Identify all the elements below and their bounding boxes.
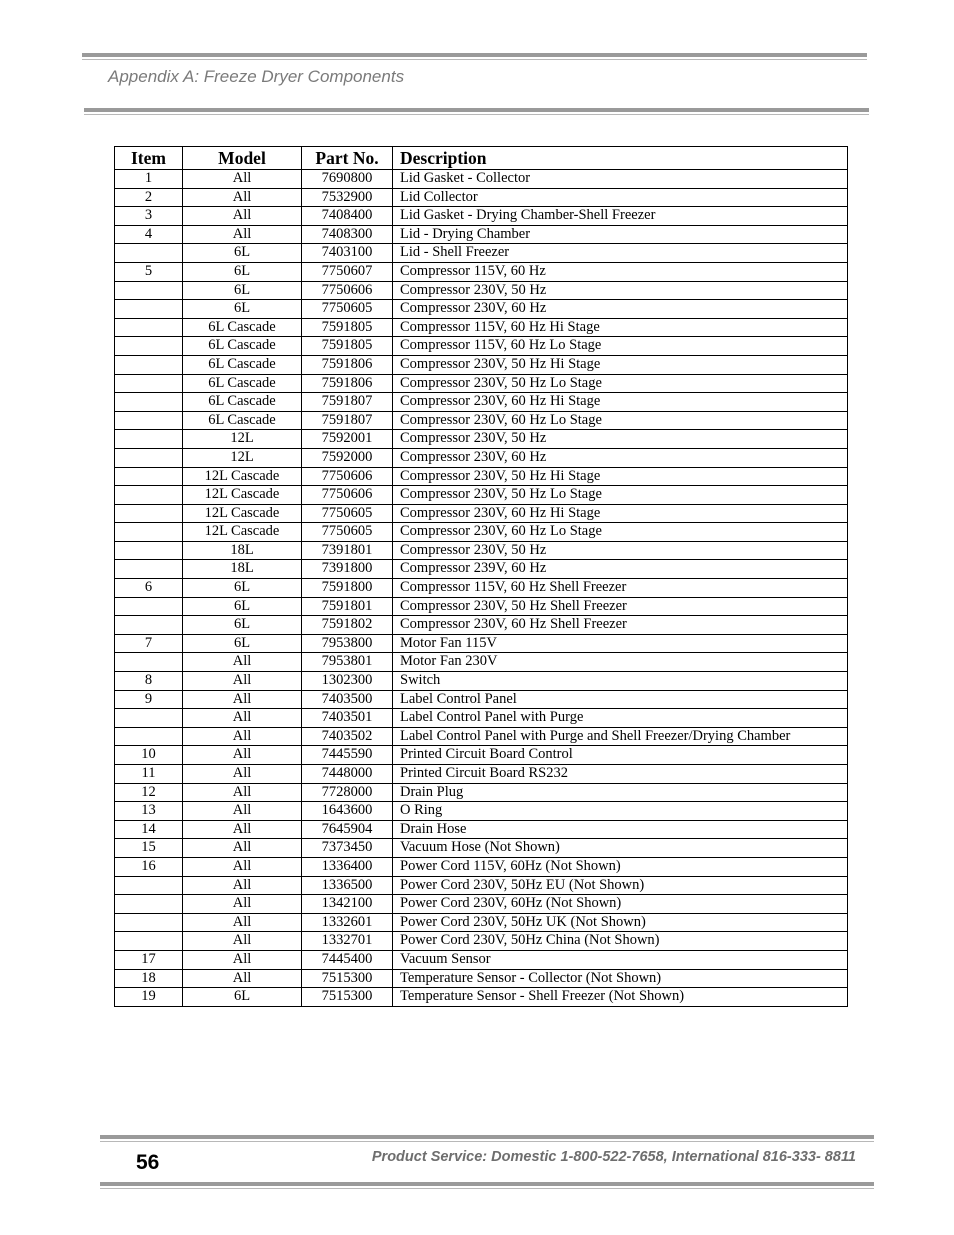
parts-table bbox=[114, 146, 848, 1007]
part-no-cell: 1302300 bbox=[302, 672, 393, 691]
model-cell: 12L bbox=[183, 448, 302, 467]
model-cell: All bbox=[183, 876, 302, 895]
footer-bottom-rule bbox=[100, 1182, 874, 1189]
part-no-cell: 7750606 bbox=[302, 281, 393, 300]
page-header-title: Appendix A: Freeze Dryer Components bbox=[108, 67, 405, 86]
page-number: 56 bbox=[136, 1151, 160, 1174]
table-row bbox=[115, 820, 848, 839]
model-cell: 6L bbox=[183, 634, 302, 653]
table-row bbox=[115, 839, 848, 858]
column-header-item: Item bbox=[115, 147, 183, 170]
model-cell: All bbox=[183, 913, 302, 932]
part-no-cell: 7750606 bbox=[302, 486, 393, 505]
table-header-row bbox=[115, 147, 848, 170]
table-row bbox=[115, 913, 848, 932]
part-no-cell: 7750605 bbox=[302, 504, 393, 523]
table-row bbox=[115, 988, 848, 1007]
part-no-cell: 7591807 bbox=[302, 393, 393, 412]
description-cell: Compressor 230V, 60 Hz Hi Stage bbox=[393, 504, 848, 523]
part-no-cell: 7532900 bbox=[302, 188, 393, 207]
table-row bbox=[115, 895, 848, 914]
item-cell: 12 bbox=[115, 783, 183, 802]
description-cell: O Ring bbox=[393, 802, 848, 821]
model-cell: All bbox=[183, 653, 302, 672]
part-no-cell: 7403500 bbox=[302, 690, 393, 709]
model-cell: All bbox=[183, 672, 302, 691]
part-no-cell: 7750607 bbox=[302, 262, 393, 281]
model-cell: 6L Cascade bbox=[183, 374, 302, 393]
item-cell bbox=[115, 913, 183, 932]
model-cell: All bbox=[183, 765, 302, 784]
item-cell bbox=[115, 244, 183, 263]
part-no-cell: 1336400 bbox=[302, 857, 393, 876]
model-cell: 12L Cascade bbox=[183, 504, 302, 523]
table-row bbox=[115, 560, 848, 579]
item-cell: 2 bbox=[115, 188, 183, 207]
table-row bbox=[115, 523, 848, 542]
description-cell: Switch bbox=[393, 672, 848, 691]
model-cell: All bbox=[183, 932, 302, 951]
description-cell: Drain Plug bbox=[393, 783, 848, 802]
item-cell bbox=[115, 448, 183, 467]
item-cell bbox=[115, 616, 183, 635]
description-cell: Temperature Sensor - Shell Freezer (Not Shown) bbox=[393, 988, 848, 1007]
table-row bbox=[115, 411, 848, 430]
model-cell: 6L bbox=[183, 597, 302, 616]
table-row bbox=[115, 969, 848, 988]
part-no-cell: 7445400 bbox=[302, 950, 393, 969]
model-cell: All bbox=[183, 802, 302, 821]
model-cell: 6L Cascade bbox=[183, 318, 302, 337]
model-cell: All bbox=[183, 727, 302, 746]
part-no-cell: 7953801 bbox=[302, 653, 393, 672]
model-cell: 12L Cascade bbox=[183, 467, 302, 486]
item-cell bbox=[115, 430, 183, 449]
table-row bbox=[115, 950, 848, 969]
item-cell bbox=[115, 355, 183, 374]
table-row bbox=[115, 430, 848, 449]
part-no-cell: 7403501 bbox=[302, 709, 393, 728]
description-cell: Power Cord 230V, 50Hz UK (Not Shown) bbox=[393, 913, 848, 932]
part-no-cell: 7728000 bbox=[302, 783, 393, 802]
table-row bbox=[115, 634, 848, 653]
item-cell bbox=[115, 393, 183, 412]
table-row bbox=[115, 225, 848, 244]
part-no-cell: 7448000 bbox=[302, 765, 393, 784]
model-cell: All bbox=[183, 857, 302, 876]
description-cell: Compressor 115V, 60 Hz Shell Freezer bbox=[393, 579, 848, 598]
model-cell: All bbox=[183, 746, 302, 765]
table-row bbox=[115, 207, 848, 226]
part-no-cell: 7408400 bbox=[302, 207, 393, 226]
table-row bbox=[115, 727, 848, 746]
table-row bbox=[115, 393, 848, 412]
description-cell: Label Control Panel bbox=[393, 690, 848, 709]
description-cell: Printed Circuit Board Control bbox=[393, 746, 848, 765]
part-no-cell: 7750606 bbox=[302, 467, 393, 486]
item-cell: 1 bbox=[115, 170, 183, 189]
part-no-cell: 7750605 bbox=[302, 523, 393, 542]
description-cell: Compressor 230V, 60 Hz Lo Stage bbox=[393, 411, 848, 430]
header-top-rule bbox=[82, 53, 867, 60]
part-no-cell: 7403100 bbox=[302, 244, 393, 263]
table-row bbox=[115, 541, 848, 560]
table-row bbox=[115, 579, 848, 598]
item-cell bbox=[115, 541, 183, 560]
description-cell: Compressor 230V, 50 Hz bbox=[393, 281, 848, 300]
model-cell: All bbox=[183, 895, 302, 914]
model-cell: All bbox=[183, 188, 302, 207]
description-cell: Compressor 230V, 60 Hz bbox=[393, 300, 848, 319]
description-cell: Lid - Shell Freezer bbox=[393, 244, 848, 263]
item-cell bbox=[115, 895, 183, 914]
item-cell: 19 bbox=[115, 988, 183, 1007]
part-no-cell: 7373450 bbox=[302, 839, 393, 858]
part-no-cell: 1332601 bbox=[302, 913, 393, 932]
model-cell: 6L bbox=[183, 262, 302, 281]
table-row bbox=[115, 188, 848, 207]
part-no-cell: 7403502 bbox=[302, 727, 393, 746]
model-cell: 6L bbox=[183, 579, 302, 598]
part-no-cell: 7445590 bbox=[302, 746, 393, 765]
item-cell: 17 bbox=[115, 950, 183, 969]
table-row bbox=[115, 244, 848, 263]
model-cell: 6L Cascade bbox=[183, 355, 302, 374]
item-cell: 18 bbox=[115, 969, 183, 988]
table-row bbox=[115, 653, 848, 672]
description-cell: Temperature Sensor - Collector (Not Shown) bbox=[393, 969, 848, 988]
description-cell: Motor Fan 115V bbox=[393, 634, 848, 653]
description-cell: Compressor 230V, 60 Hz Lo Stage bbox=[393, 523, 848, 542]
description-cell: Label Control Panel with Purge and Shell Freezer/Drying Chamber bbox=[393, 727, 848, 746]
table-row bbox=[115, 709, 848, 728]
item-cell bbox=[115, 876, 183, 895]
description-cell: Vacuum Sensor bbox=[393, 950, 848, 969]
model-cell: 6L bbox=[183, 244, 302, 263]
footer-contact-text: Product Service: Domestic 1-800-522-7658, International 816-333- 8811 bbox=[371, 1149, 856, 1165]
description-cell: Printed Circuit Board RS232 bbox=[393, 765, 848, 784]
description-cell: Compressor 230V, 50 Hz Shell Freezer bbox=[393, 597, 848, 616]
description-cell: Compressor 230V, 60 Hz bbox=[393, 448, 848, 467]
table-row bbox=[115, 690, 848, 709]
description-cell: Compressor 230V, 50 Hz bbox=[393, 541, 848, 560]
model-cell: All bbox=[183, 709, 302, 728]
table-row bbox=[115, 672, 848, 691]
item-cell: 3 bbox=[115, 207, 183, 226]
description-cell: Compressor 230V, 50 Hz Hi Stage bbox=[393, 467, 848, 486]
description-cell: Compressor 230V, 50 Hz bbox=[393, 430, 848, 449]
part-no-cell: 7391800 bbox=[302, 560, 393, 579]
table-row bbox=[115, 262, 848, 281]
description-cell: Compressor 115V, 60 Hz bbox=[393, 262, 848, 281]
item-cell: 15 bbox=[115, 839, 183, 858]
table-row bbox=[115, 932, 848, 951]
description-cell: Vacuum Hose (Not Shown) bbox=[393, 839, 848, 858]
model-cell: 6L Cascade bbox=[183, 337, 302, 356]
footer-top-rule bbox=[100, 1135, 874, 1142]
part-no-cell: 7391801 bbox=[302, 541, 393, 560]
description-cell: Power Cord 230V, 50Hz China (Not Shown) bbox=[393, 932, 848, 951]
table-row bbox=[115, 448, 848, 467]
table-row bbox=[115, 318, 848, 337]
model-cell: 18L bbox=[183, 541, 302, 560]
model-cell: 6L bbox=[183, 988, 302, 1007]
item-cell: 5 bbox=[115, 262, 183, 281]
table-row bbox=[115, 170, 848, 189]
column-header-part-no: Part No. bbox=[302, 147, 393, 170]
part-no-cell: 7690800 bbox=[302, 170, 393, 189]
item-cell bbox=[115, 281, 183, 300]
description-cell: Compressor 230V, 60 Hz Hi Stage bbox=[393, 393, 848, 412]
part-no-cell: 7591805 bbox=[302, 337, 393, 356]
part-no-cell: 7591805 bbox=[302, 318, 393, 337]
item-cell: 6 bbox=[115, 579, 183, 598]
description-cell: Power Cord 230V, 60Hz (Not Shown) bbox=[393, 895, 848, 914]
part-no-cell: 7591802 bbox=[302, 616, 393, 635]
item-cell bbox=[115, 486, 183, 505]
part-no-cell: 1336500 bbox=[302, 876, 393, 895]
description-cell: Compressor 230V, 50 Hz Lo Stage bbox=[393, 486, 848, 505]
item-cell bbox=[115, 653, 183, 672]
item-cell: 8 bbox=[115, 672, 183, 691]
table-row bbox=[115, 802, 848, 821]
table-row bbox=[115, 504, 848, 523]
model-cell: All bbox=[183, 969, 302, 988]
model-cell: 6L Cascade bbox=[183, 393, 302, 412]
item-cell bbox=[115, 467, 183, 486]
item-cell bbox=[115, 523, 183, 542]
description-cell: Lid Gasket - Collector bbox=[393, 170, 848, 189]
model-cell: All bbox=[183, 690, 302, 709]
part-no-cell: 1643600 bbox=[302, 802, 393, 821]
table-row bbox=[115, 337, 848, 356]
table-row bbox=[115, 765, 848, 784]
part-no-cell: 7592000 bbox=[302, 448, 393, 467]
model-cell: All bbox=[183, 170, 302, 189]
description-cell: Drain Hose bbox=[393, 820, 848, 839]
model-cell: 6L bbox=[183, 281, 302, 300]
description-cell: Lid Collector bbox=[393, 188, 848, 207]
item-cell bbox=[115, 597, 183, 616]
table-row bbox=[115, 467, 848, 486]
item-cell: 7 bbox=[115, 634, 183, 653]
item-cell: 16 bbox=[115, 857, 183, 876]
item-cell bbox=[115, 411, 183, 430]
model-cell: All bbox=[183, 783, 302, 802]
column-header-description: Description bbox=[393, 147, 848, 170]
part-no-cell: 7591806 bbox=[302, 355, 393, 374]
part-no-cell: 7591807 bbox=[302, 411, 393, 430]
model-cell: All bbox=[183, 950, 302, 969]
description-cell: Power Cord 230V, 50Hz EU (Not Shown) bbox=[393, 876, 848, 895]
description-cell: Compressor 115V, 60 Hz Lo Stage bbox=[393, 337, 848, 356]
item-cell bbox=[115, 709, 183, 728]
model-cell: All bbox=[183, 207, 302, 226]
table-row bbox=[115, 857, 848, 876]
part-no-cell: 7408300 bbox=[302, 225, 393, 244]
table-row bbox=[115, 300, 848, 319]
part-no-cell: 7953800 bbox=[302, 634, 393, 653]
item-cell bbox=[115, 318, 183, 337]
description-cell: Lid Gasket - Drying Chamber-Shell Freezer bbox=[393, 207, 848, 226]
item-cell bbox=[115, 374, 183, 393]
model-cell: 18L bbox=[183, 560, 302, 579]
part-no-cell: 7645904 bbox=[302, 820, 393, 839]
item-cell: 13 bbox=[115, 802, 183, 821]
part-no-cell: 1332701 bbox=[302, 932, 393, 951]
part-no-cell: 7750605 bbox=[302, 300, 393, 319]
part-no-cell: 7592001 bbox=[302, 430, 393, 449]
table-row bbox=[115, 876, 848, 895]
description-cell: Label Control Panel with Purge bbox=[393, 709, 848, 728]
description-cell: Compressor 239V, 60 Hz bbox=[393, 560, 848, 579]
item-cell: 14 bbox=[115, 820, 183, 839]
description-cell: Power Cord 115V, 60Hz (Not Shown) bbox=[393, 857, 848, 876]
model-cell: 6L bbox=[183, 300, 302, 319]
item-cell bbox=[115, 504, 183, 523]
model-cell: All bbox=[183, 225, 302, 244]
description-cell: Compressor 115V, 60 Hz Hi Stage bbox=[393, 318, 848, 337]
description-cell: Lid - Drying Chamber bbox=[393, 225, 848, 244]
item-cell: 4 bbox=[115, 225, 183, 244]
table-row bbox=[115, 783, 848, 802]
model-cell: 6L bbox=[183, 616, 302, 635]
table-row bbox=[115, 374, 848, 393]
item-cell bbox=[115, 560, 183, 579]
item-cell bbox=[115, 337, 183, 356]
item-cell: 10 bbox=[115, 746, 183, 765]
part-no-cell: 7591801 bbox=[302, 597, 393, 616]
description-cell: Motor Fan 230V bbox=[393, 653, 848, 672]
column-header-model: Model bbox=[183, 147, 302, 170]
model-cell: 12L Cascade bbox=[183, 523, 302, 542]
table-row bbox=[115, 486, 848, 505]
model-cell: 6L Cascade bbox=[183, 411, 302, 430]
model-cell: 12L Cascade bbox=[183, 486, 302, 505]
model-cell: All bbox=[183, 839, 302, 858]
description-cell: Compressor 230V, 50 Hz Lo Stage bbox=[393, 374, 848, 393]
model-cell: All bbox=[183, 820, 302, 839]
item-cell bbox=[115, 300, 183, 319]
item-cell: 9 bbox=[115, 690, 183, 709]
part-no-cell: 7515300 bbox=[302, 969, 393, 988]
part-no-cell: 1342100 bbox=[302, 895, 393, 914]
part-no-cell: 7591800 bbox=[302, 579, 393, 598]
header-bottom-rule bbox=[84, 108, 869, 115]
part-no-cell: 7591806 bbox=[302, 374, 393, 393]
table-row bbox=[115, 616, 848, 635]
item-cell bbox=[115, 727, 183, 746]
part-no-cell: 7515300 bbox=[302, 988, 393, 1007]
table-row bbox=[115, 281, 848, 300]
description-cell: Compressor 230V, 50 Hz Hi Stage bbox=[393, 355, 848, 374]
table-row bbox=[115, 597, 848, 616]
item-cell bbox=[115, 932, 183, 951]
parts-table-body bbox=[115, 170, 848, 1007]
table-row bbox=[115, 746, 848, 765]
table-row bbox=[115, 355, 848, 374]
item-cell: 11 bbox=[115, 765, 183, 784]
description-cell: Compressor 230V, 60 Hz Shell Freezer bbox=[393, 616, 848, 635]
model-cell: 12L bbox=[183, 430, 302, 449]
